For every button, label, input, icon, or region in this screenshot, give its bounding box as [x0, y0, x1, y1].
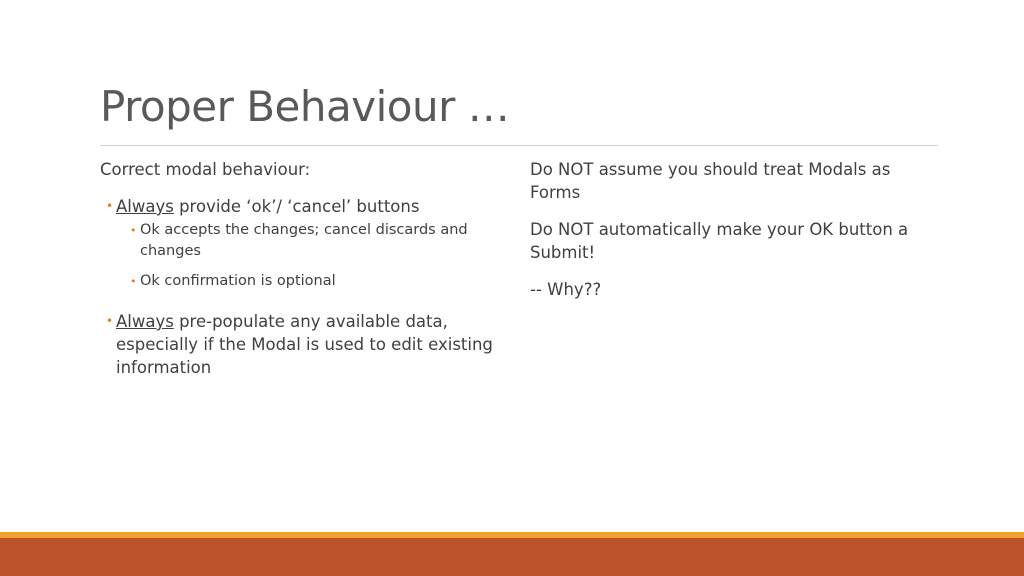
bullet-dot-icon: •	[106, 314, 114, 328]
left-lead: Correct modal behaviour:	[100, 160, 311, 179]
bullet-text: pre-populate any available data, especially if the Modal is used to edit existing information	[116, 312, 493, 377]
sub-bullet-item	[100, 220, 500, 262]
bullet-emphasis: Always	[116, 312, 174, 331]
left-column	[100, 158, 500, 379]
bullet-dot-icon: •	[106, 199, 114, 213]
bullet-item	[100, 310, 500, 379]
title-divider	[100, 145, 938, 146]
sub-bullet-item	[100, 271, 500, 292]
bullet-dot-icon: •	[130, 275, 137, 288]
sub-bullet-text: Ok accepts the changes; cancel discards and changes	[140, 222, 468, 259]
bullet-emphasis: Always	[116, 197, 174, 216]
bullet-dot-icon: •	[130, 224, 137, 237]
bullet-text: provide ‘ok’/ ‘cancel’ buttons	[173, 197, 420, 216]
right-paragraph: -- Why??	[530, 280, 602, 299]
right-paragraph: Do NOT automatically make your OK button a Submit!	[530, 220, 909, 262]
right-paragraph: Do NOT assume you should treat Modals as Forms	[530, 160, 891, 202]
sub-bullet-text: Ok confirmation is optional	[140, 273, 336, 289]
slide-title: Proper Behaviour …	[100, 82, 510, 131]
footer-stripe-dark	[0, 538, 1024, 576]
bullet-item	[100, 195, 500, 218]
right-column	[530, 158, 940, 315]
